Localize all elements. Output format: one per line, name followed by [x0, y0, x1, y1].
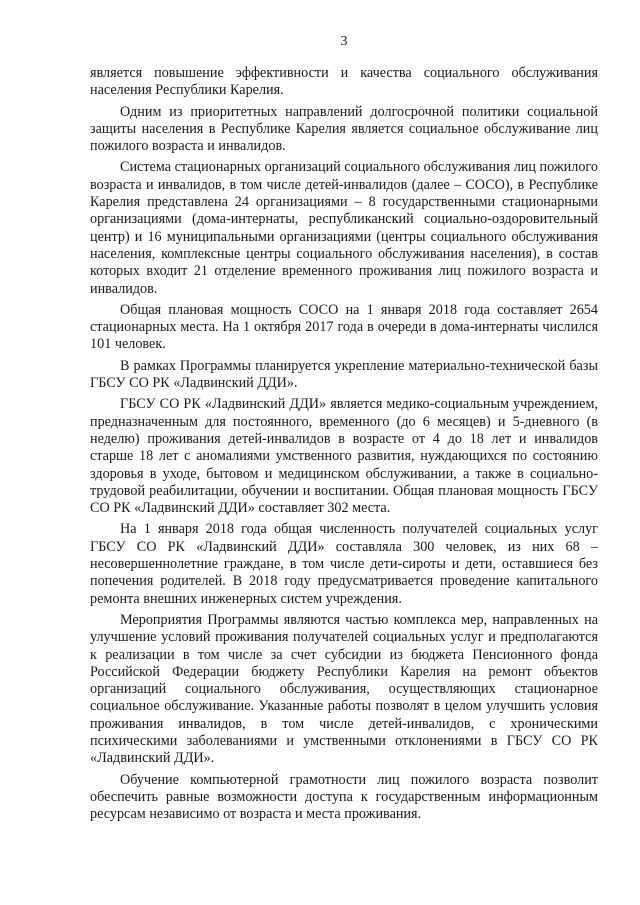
paragraph-7: На 1 января 2018 года общая численность получателей социальных услуг ГБСУ СО РК «Ладвинский ДДИ» составляла 300 человек, из них 68 – несовершеннолетние граждане, в том числе дети-сироты и дети, оставшиеся без попечения родителей. В 2018 году предусматривается проведение капитального ремонта внешних инженерных систем учреждения.	[90, 521, 598, 607]
paragraph-1: является повышение эффективности и качества социального обслуживания населения Республики Карелия.	[90, 65, 598, 99]
paragraph-9: Обучение компьютерной грамотности лиц пожилого возраста позволит обеспечить равные возможности доступа к государственным информационным ресурсам независимо от возраста и места проживания.	[90, 771, 598, 823]
document-page	[90, 0, 598, 905]
paragraph-2: Одним из приоритетных направлений долгосрочной политики социальной защиты населения в Республике Карелия является социальное обслуживание лиц пожилого возраста и инвалидов.	[90, 103, 598, 155]
paragraph-5: В рамках Программы планируется укрепление материально-технической базы ГБСУ СО РК «Ладвинский ДДИ».	[90, 357, 598, 392]
paragraph-3: Система стационарных организаций социального обслуживания лиц пожилого возраста и инвалидов, в том числе детей-инвалидов (далее – СОСО), в Республике Карелия представлена 24 организациями – 8 государственными стационарными организациями (дома-интернаты, республиканский социально-оздоровительный центр) и 16 муниципальными организациями (центры социального обслуживания населения, комплексные центры социального обслуживания населения), в состав которых входит 21 отделение временного проживания лиц пожилого возраста и инвалидов.	[90, 159, 598, 297]
page-number: 3	[340, 34, 348, 49]
paragraph-8: Мероприятия Программы являются частью комплекса мер, направленных на улучшение условий проживания получателей социальных услуг и предполагаются к реализации в том числе за счет субсидии из бюджета Пенсионного фонда Российской Федерации бюджету Республики Карелия на ремонт объектов организаций социального обслуживания, осуществляющих стационарное социальное обслуживание. Указанные работы позволят в целом улучшить условия проживания инвалидов, в том числе детей-инвалидов, с хроническими психическими заболеваниями и умственными отклонениями в ГБСУ СО РК «Ладвинский ДДИ».	[90, 611, 598, 767]
document-body	[90, 65, 598, 827]
paragraph-4: Общая плановая мощность СОСО на 1 января 2018 года составляет 2654 стационарных места. На 1 октября 2017 года в очереди в дома-интернаты числился 101 человек.	[90, 301, 598, 353]
paragraph-6: ГБСУ СО РК «Ладвинский ДДИ» является медико-социальным учреждением, предназначенным для постоянного, временного (до 6 месяцев) и 5-дневного (в неделю) проживания детей-инвалидов в возрасте от 4 до 18 лет и инвалидов старше 18 лет с аномалиями умственного развития, нуждающихся по состоянию здоровья в уходе, бытовом и медицинском обслуживании, а также в социально-трудовой реабилитации, обучении и воспитании. Общая плановая мощность ГБСУ СО РК «Ладвинский ДДИ» составляет 302 места.	[90, 396, 598, 517]
